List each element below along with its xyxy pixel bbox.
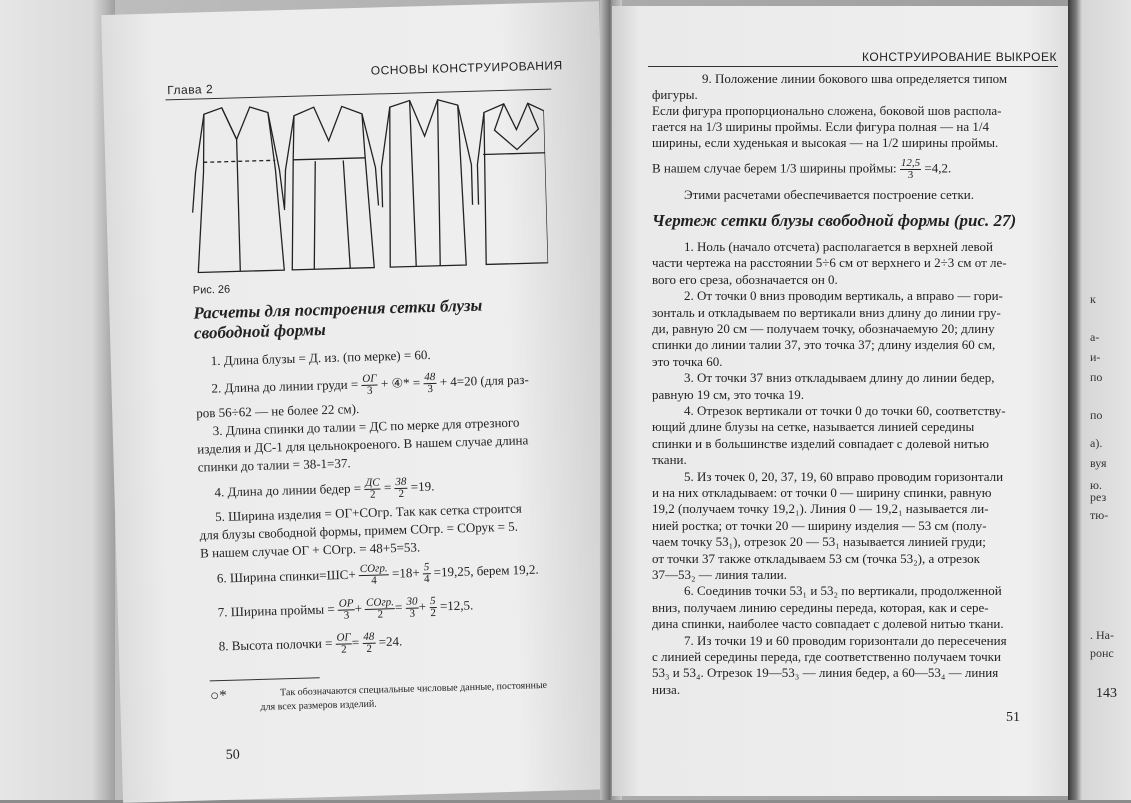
instruction-line: 37—53₂ — линия талии. [652, 567, 787, 582]
next-page-edge [1068, 0, 1131, 800]
instruction-line: 53₃ и 53₄. Отрезок 19—53₃ — линия бедер, а 60—53₄ — линия [652, 665, 999, 681]
fraction: $\frac{ОГ}{3}$ [362, 372, 377, 397]
blouse-sketch-3 [380, 99, 475, 267]
figure-caption: Рис. 26 [192, 283, 231, 297]
right-page [612, 6, 1072, 796]
instruction-line: равную 19 см, это точка 19. [652, 386, 805, 402]
instruction-line: 2. От точки 0 вниз проводим вертикаль, а вправо — гори- [684, 288, 1003, 304]
fraction: $\frac{38}{2}$ [395, 475, 407, 500]
calc-line-4: 4. Длина до линии бедер = $\frac{ДС}{2}$ = $\frac{38}{2}$ =19. [214, 475, 435, 501]
section-title-right: Чертеж сетки блузы свободной формы (рис. 27) [652, 211, 1017, 230]
instruction-line: ди, равную 20 см — получаем точку, обозначаемую 20; длину [652, 321, 995, 336]
running-head-right: КОНСТРУИРОВАНИЕ ВЫКРОЕК [862, 50, 1057, 64]
page-number-right: 51 [1006, 710, 1020, 725]
instruction-line: вниз, получаем линию середины переда, которая, как и сере- [652, 599, 989, 615]
calc-line-8: 8. Высота полочки = $\frac{ОГ}{2}$ = $\frac{48}{2}$ =24. [218, 630, 403, 656]
fragment-text: а- [1090, 330, 1100, 344]
fraction: $\frac{5}{4}$ [423, 561, 430, 586]
previous-pages-edge [0, 0, 115, 800]
instruction-line: части чертежа на расстоянии 5÷6 см от верхнего и 2÷3 см от ле- [652, 255, 1007, 271]
instruction-line: вого его среза, обозначается он 0. [652, 271, 838, 287]
fraction: $\frac{48}{2}$ [363, 630, 375, 655]
calc-line-3b: изделия и ДС-1 для цельнокроеного. В нашем случае длина [197, 432, 529, 457]
blouse-sketch-4 [476, 103, 548, 265]
calc-line-2-cont: ров 56÷62 — не более 22 см). [196, 401, 360, 421]
grid-summary-line: Этими расчетами обеспечивается построение сетки. [684, 187, 974, 202]
instruction-line: зонталь и откладываем по вертикали вниз длину до линии гру- [652, 304, 1001, 320]
fragment-text: по [1090, 370, 1103, 384]
calc-line-5a: 5. Ширина изделия = ОГ+СОгр. Так как сетка строится [214, 500, 522, 525]
calc-line-6: 6. Ширина спинки=ШС+ $\frac{\text{СОгр.}}{4}$ =18+ $\frac{5}{4}$ =19,25, берем 19,2. [216, 561, 539, 587]
blouse-sketch-1 [190, 106, 287, 273]
fraction: $\frac{48}{3}$ [424, 370, 436, 396]
instruction-line: и на них откладываем: от точки 0 — ширину спинки, равную [652, 485, 992, 500]
footnote-symbol: ○* [209, 687, 227, 705]
instruction-line: 4. Отрезок вертикали от точки 0 до точки 60, соответству- [684, 403, 1006, 418]
instruction-line: 5. Из точек 0, 20, 37, 19, 60 вправо проводим горизонтали [684, 468, 1004, 484]
fraction: $\frac{30}{3}$ [406, 595, 418, 620]
left-page [101, 1, 621, 803]
page-number-next: 143 [1096, 686, 1117, 701]
para-9-line-1: 9. Положение линии бокового шва определяется типом [702, 71, 1008, 86]
instruction-line: это точка 60. [652, 353, 723, 369]
instruction-line: дина спинки, наиболее часто совпадает с долевой нитью ткани. [652, 616, 1004, 632]
header-rule-right [648, 66, 1058, 67]
section-title-line-2: свободной формы [193, 319, 327, 343]
blouse-sketch-2 [282, 105, 380, 270]
fraction: $\frac{\text{СОгр.}}{4}$ [359, 562, 388, 587]
fraction: $\frac{ОР}{3}$ [338, 597, 354, 622]
fraction: $\frac{\text{СОгр.}}{2}$ [365, 596, 395, 621]
calc-line-7: 7. Ширина проймы = $\frac{ОР}{3}$ + $\frac{\text{СОгр.}}{2}$ = $\frac{30}{3}$ + $\frac{5}{2}$ =12,5. [217, 594, 474, 622]
chapter-label: Глава 2 [167, 82, 214, 98]
fraction: $\frac{12,5}{3}$ [900, 157, 921, 181]
fragment-text: и- [1090, 350, 1101, 364]
instruction-line: ющий длине блузы на сетке, называется линией середины [652, 419, 975, 435]
instruction-line: 3. От точки 37 вниз откладываем длину до линии бедер, [684, 370, 995, 386]
instruction-line: спинки до линии талии 37, это точка 37; длину изделия 60 см, [652, 337, 996, 353]
para-9-line-4: гается на 1/3 ширины проймы. Если фигура полная — на 1/4 [652, 119, 989, 134]
running-head-left: ОСНОВЫ КОНСТРУИРОВАНИЯ [370, 58, 563, 78]
instruction-line: низа. [652, 681, 681, 697]
instruction-line: 19,2 (получаем точку 19,2₁). Линия 0 — 19,2₁ называется ли- [652, 501, 989, 517]
footnote-line-2: для всех размеров изделий. [260, 698, 377, 713]
para-9-formula: В нашем случае берем 1/3 ширины проймы: $\frac{12,5}{3}$ =4,2. [652, 157, 952, 181]
instruction-line: нией ростка; от точки 20 — ширину изделия — 53 см (полу- [652, 517, 987, 533]
fraction: $\frac{ОГ}{2}$ [336, 631, 351, 656]
calc-line-1: 1. Длина блузы = Д. из. (по мерке) = 60. [210, 347, 431, 369]
instruction-line: с линией середины переда, где соответственно получаем точки [652, 649, 1001, 664]
instruction-line: чаем точку 53₁), отрезок 20 — 53₁ называется линией груди; [652, 534, 986, 550]
instruction-line: от точки 37 также откладываем 53 см (точка 53₂), а отрезок [652, 550, 980, 566]
page-number-left: 50 [225, 747, 241, 763]
fragment-text: рез [1090, 490, 1107, 504]
calc-line-3a: 3. Длина спинки до талии = ДС по мерке для отрезного [212, 414, 520, 439]
fragment-text: ронс [1090, 646, 1114, 660]
para-9-line-2: фигуры. [652, 87, 698, 102]
para-9-line-3: Если фигура пропорционально сложена, боковой шов распола- [652, 103, 1002, 118]
instruction-line: 1. Ноль (начало отсчета) располагается в верхней левой [684, 239, 993, 254]
calc-line-3c: спинки до талии = 38-1=37. [197, 455, 351, 475]
fragment-text: ю. [1090, 478, 1102, 492]
instruction-line: спинки и в большинстве изделий совпадает с долевой нитью [652, 435, 989, 451]
instruction-line: 7. Из точки 19 и 60 проводим горизонтали до пересечения [684, 632, 1007, 648]
fraction: $\frac{5}{2}$ [429, 594, 437, 620]
fragment-text: вуя [1090, 456, 1107, 470]
section-title-line-1: Расчеты для построения сетки блузы [193, 295, 483, 323]
fragment-text: тю- [1090, 508, 1109, 522]
fragment-text: . На- [1090, 628, 1114, 642]
figure-26-blouses [184, 93, 549, 288]
instruction-line: 6. Соединив точки 53₁ и 53₂ по вертикали, продолженной [684, 583, 1002, 599]
footnote-rule [210, 677, 320, 681]
para-9-line-5: ширины, если худенькая и высокая — на 1/2 ширины проймы. [652, 135, 999, 150]
calc-line-2: 2. Длина до линии груди = $\frac{ОГ}{3}$ + ④* = $\frac{48}{3}$ + 4=20 (для раз- [211, 370, 529, 397]
fraction: $\frac{ДС}{2}$ [365, 476, 380, 501]
fragment-text: а). [1090, 436, 1103, 450]
footnote-line-1: Так обозначаются специальные числовые данные, постоянные [279, 679, 548, 699]
calc-line-5b: для блузы свободной формы, примем СОгр. = СОрук = 5. [199, 518, 519, 543]
calc-line-5c: В нашем случае ОГ + СОгр. = 48+5=53. [199, 539, 421, 561]
instruction-line: ткани. [652, 452, 687, 468]
fragment-text: к [1090, 292, 1096, 306]
fragment-text: по [1090, 408, 1103, 422]
